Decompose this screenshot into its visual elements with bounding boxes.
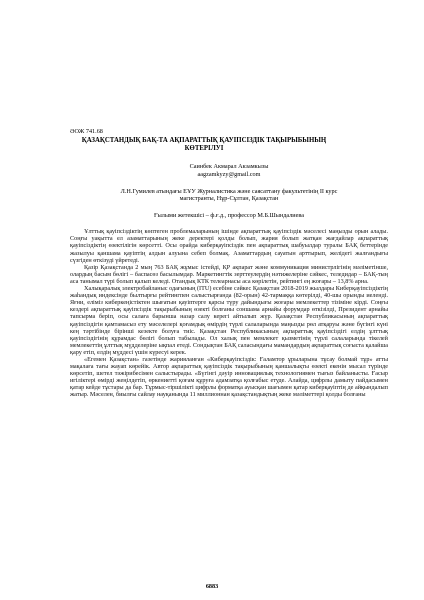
body-paragraph: Ұлттық қауіпсіздіктің көптеген проблемаларының ішінде ақпараттық қауіпсіздік мәселесі маңызды орын алады. Соңғы уақытта ел азаматтарының жеке деректері қолды болып, жария болып жатқан жағдайлар ақпараттық қауіпсіздіктің өзектілігін көрсетті. Осы орайда киберқауіпсіздік пен ақпараттық шабуылдар туралы БАҚ беттерінде жазылуы қаншама қауіптің алдын алуына себеп болмақ. Азаматтардың сауатын арттырып, желідегі жалғандығы сүзгіден өткізуді үйретеді.: [70, 228, 388, 264]
body-paragraph: Қазір Қазақстанда 2 мың 763 БАҚ жұмыс істейді, ҚР ақпарат және коммуникация министрлігінің мәліметінше, олардың басым бөлігі – баспасөз басылымдар. Маркетингтік зерттеулердің нәтижелеріне сәйкес, теледидар – БАҚ-тың аса танымал түрі болып қалып келеді. Отандық КТК телеарнасы аса көрілетін, рейтингі ең жоғары – 13,8% арна.: [70, 263, 388, 285]
article-title: [70, 137, 388, 154]
page-number: 6883: [205, 583, 219, 590]
supervisor: Ғылыми жетекшісі – ф.ғ.д., профессор М.Б.Шындалиева: [154, 211, 304, 219]
article-content: [70, 128, 388, 399]
article-body: [70, 228, 388, 398]
author-name: Саинбек Акмарал Акзамкызы: [189, 163, 269, 171]
title-line-1: ҚАЗАҚСТАНДЫҚ БАҚ-ТА АҚПАРАТТЫҚ ҚАУІПСІЗДІК ТАҚЫРЫБЫНЫҢ: [81, 136, 327, 144]
author-email: aagzamkyzy@gmail.com: [197, 170, 261, 178]
affiliation-line-2: магистранты, Нұр-Сұлтан, Қазақстан: [179, 195, 279, 203]
udc-code: ӘОЖ 741.68: [70, 128, 103, 135]
body-paragraph: «Егемен Қазақстан» газетінде жарияланған «Киберқауіпсіздік: Ғаламтор ұрыларына тұсау болмай тұр» атты мақалаға тағы жауап көрейік. Автор ақпараттық қауіпсіздік тақырыбының қаншалықты өзекті екенін мысал түрінде көрсетіп, шетел тәжірибесімен салыстырады. «Бүгінгі дәуір инновациялық технологиямен тығыз байланысты. Ғасыр игіліктері өмірді жеңілдетіп, өркениетті қоғам құруға адамзатқа қолғабыс етуде. Алайда, цифрлы дамыту пайдасымен қатар кейде тұстары да бар. Тұрмыс-тіршілікті цифрлы форматқа ауысқан шағымен қатар киберқауіптің де айқындалып жатыр. Мәселен, биылғы сайлау науқанында 11 миллионнан қазақстандықтың жеке мәліметтері қолды болғаны: [70, 355, 388, 399]
author-affiliation: [70, 188, 388, 203]
body-paragraph: Халықаралық электробайланыс одағының (ITU) есебіне сәйкес Қазақстан 2018-2019 жылдары Киберқауіпсіздіктің жаһандық индексінде былтырғы рейтингпен салыстырғанда (82-орын) 42-тармаққа көтерілді, 40-шы орынды иеленді. Яғни, еліміз киберкеңістіктен шығатын қауіптерге қарсы түру дайындығы жоғары мемлекеттер тізіміне кірді. Соңғы кездері ақпараттық қауіпсіздік тақырыбының өзекті болғаны соншама арнайы форумдар өткізілді, Президент арнайы тапсырма беріп, осы салаға барынша назар салу керегі айтылып жүр. Қазақстан Республикасының ақпараттық қауіпсіздігін қамтамасыз ету мәселелері қоғамдық өмірдің түрлі салаларында маңызды рөл атқаруы және бүгінгі күні кең тәртібінде бірінші кезекте болуға тиіс. Қазақстан Республикасының ақпараттық қауіпсіздігі елдің ұлттық қауіпсіздігінің құрамдас бөлігі болып табылады. Ол халық пен мемлекет қызметінің түрлі салаларында тікелей мемлекеттің ұлттық мүдделеріне ықпал етеді. Сондықтан БАҚ саласындағы мамандардың ақпараттық соғыста қалайша қару етіп, елдің мүддесі үшін күресуі керек.: [70, 285, 388, 356]
affiliation-line-1: Л.Н.Гумилев атындағы ЕҰУ Журналистика және саясаттану факультетінің II курс: [120, 187, 338, 195]
title-line-2: КӨТЕРІЛУІ: [184, 144, 224, 152]
